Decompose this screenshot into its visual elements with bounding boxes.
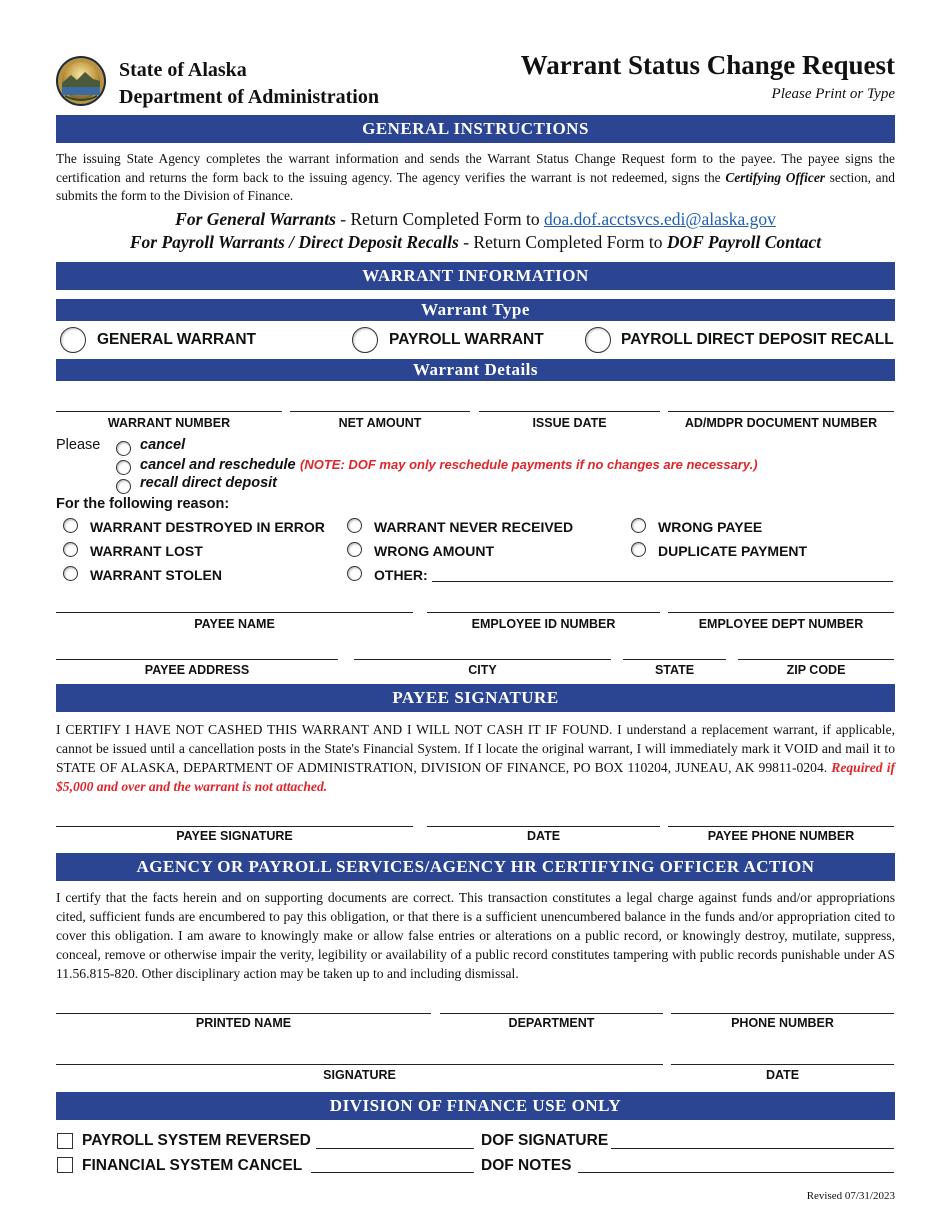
employee-id-label: EMPLOYEE ID NUMBER <box>471 617 616 631</box>
financial-system-cancel-field[interactable] <box>311 1172 474 1173</box>
return-email-link[interactable]: doa.dof.acctsvcs.edi@alaska.gov <box>543 209 776 229</box>
financial-system-cancel-label: FINANCIAL SYSTEM CANCEL <box>82 1157 303 1174</box>
payee-signature-field[interactable] <box>56 826 413 827</box>
general-warrant-return: For General Warrants - Return Completed Form to doa.dof.acctsvcs.edi@alaska.gov <box>175 209 776 229</box>
dof-signature-label: DOF SIGNATURE <box>481 1132 609 1149</box>
dof-notes-label: DOF NOTES <box>481 1157 572 1174</box>
cancel-reschedule-label: cancel and reschedule (NOTE: DOF may only reschedule payments if no changes are necessary.) <box>140 457 758 473</box>
phone-number-label: PHONE NUMBER <box>731 1016 834 1030</box>
reason-other-radio[interactable] <box>347 566 362 581</box>
payee-name-field[interactable] <box>56 612 413 613</box>
payee-name-label: PAYEE NAME <box>194 617 275 631</box>
payee-phone-field[interactable] <box>668 826 894 827</box>
state-field[interactable] <box>623 659 726 660</box>
payee-address-field[interactable] <box>56 659 338 660</box>
dof-signature-field[interactable] <box>611 1148 894 1149</box>
officer-signature-label: SIGNATURE <box>323 1068 396 1082</box>
reason-wrong-payee-radio[interactable] <box>631 518 646 533</box>
zip-code-field[interactable] <box>738 659 894 660</box>
payroll-warrant-return: For Payroll Warrants / Direct Deposit Recalls - Return Completed Form to DOF Payroll Contact <box>129 232 822 252</box>
cancel-reschedule-radio[interactable] <box>116 460 131 475</box>
payroll-direct-deposit-recall-radio[interactable] <box>585 327 611 353</box>
reason-never-received-label: WARRANT NEVER RECEIVED <box>374 519 574 535</box>
payroll-direct-deposit-recall-label: PAYROLL DIRECT DEPOSIT RECALL <box>621 331 894 348</box>
required-note: Required if $5,000 and over and the warrant is not attached. <box>56 760 896 794</box>
form-subtitle: Please Print or Type <box>771 86 895 102</box>
payee-phone-label: PAYEE PHONE NUMBER <box>707 829 855 843</box>
payee-certification-text: I CERTIFY I HAVE NOT CASHED THIS WARRANT AND I WILL NOT CASH IT IF FOUND. I understand a replacement warrant, if applicable, cannot be issued until a cancellation posts in the State's Financial System. If I locate the original warrant, I will immediately mark it VOID and mail it to STATE OF ALASKA, DEPARTMENT OF ADMINISTRATION, DIVISION OF FINANCE, PO BOX 110204, JUNEAU, AK 99811-0204. Required if $5,000 and over and the warrant is not attached. <box>56 722 896 794</box>
cancel-radio[interactable] <box>116 441 131 456</box>
dof-use-heading: DIVISION OF FINANCE USE ONLY <box>56 1092 895 1120</box>
document-number-field[interactable] <box>668 411 894 412</box>
reason-duplicate-radio[interactable] <box>631 542 646 557</box>
reschedule-note: (NOTE: DOF may only reschedule payments if no changes are necessary.) <box>300 457 758 472</box>
reason-duplicate-label: DUPLICATE PAYMENT <box>658 543 808 559</box>
printed-name-label: PRINTED NAME <box>195 1016 292 1030</box>
payroll-warrant-label: PAYROLL WARRANT <box>389 331 544 348</box>
payroll-system-reversed-field[interactable] <box>316 1148 474 1149</box>
warrant-details-heading: Warrant Details <box>56 359 895 381</box>
document-number-label: AD/MDPR DOCUMENT NUMBER <box>684 416 878 430</box>
reason-destroyed-label: WARRANT DESTROYED IN ERROR <box>90 519 325 535</box>
payroll-warrant-radio[interactable] <box>352 327 378 353</box>
reason-lost-radio[interactable] <box>63 542 78 557</box>
officer-date-field[interactable] <box>671 1064 894 1065</box>
department-field[interactable] <box>440 1013 663 1014</box>
employee-id-field[interactable] <box>427 612 660 613</box>
cancel-label: cancel <box>140 437 186 453</box>
form-title: Warrant Status Change Request <box>520 50 895 80</box>
warrant-number-field[interactable] <box>56 411 282 412</box>
state-seal-icon <box>55 55 107 107</box>
general-instructions-heading: GENERAL INSTRUCTIONS <box>56 115 895 143</box>
reason-wrong-amount-label: WRONG AMOUNT <box>374 543 495 559</box>
payee-signature-label: PAYEE SIGNATURE <box>176 829 293 843</box>
recall-direct-deposit-label: recall direct deposit <box>140 475 277 491</box>
reason-other-field[interactable] <box>432 581 893 582</box>
reason-stolen-label: WARRANT STOLEN <box>90 567 222 583</box>
revised-date: Revised 07/31/2023 <box>806 1190 895 1202</box>
reason-stolen-radio[interactable] <box>63 566 78 581</box>
warrant-number-label: WARRANT NUMBER <box>107 416 231 430</box>
payee-date-field[interactable] <box>427 826 660 827</box>
reason-heading: For the following reason: <box>56 496 230 512</box>
officer-date-label: DATE <box>765 1068 800 1082</box>
phone-number-field[interactable] <box>671 1013 894 1014</box>
reason-other-label: OTHER: <box>374 567 428 583</box>
city-label: CITY <box>468 663 497 677</box>
warrant-information-heading: WARRANT INFORMATION <box>56 262 895 290</box>
department-label: DEPARTMENT <box>508 1016 595 1030</box>
general-instructions-text: The issuing State Agency completes the warrant information and sends the Warrant Status Change Request form to the payee. The payee signs the certification and returns the form back to the issuing agency. The agency verifies the warrant is not redeemed, signs the Certifying Officer section, and submits the form to the Division of Finance. <box>56 151 896 203</box>
reason-never-received-radio[interactable] <box>347 518 362 533</box>
reason-destroyed-radio[interactable] <box>63 518 78 533</box>
zip-code-label: ZIP CODE <box>786 663 846 677</box>
org-line1: State of Alaska <box>119 59 247 81</box>
net-amount-field[interactable] <box>290 411 470 412</box>
certifying-officer-heading: AGENCY OR PAYROLL SERVICES/AGENCY HR CERTIFYING OFFICER ACTION <box>56 853 895 881</box>
net-amount-label: NET AMOUNT <box>338 416 422 430</box>
general-warrant-radio[interactable] <box>60 327 86 353</box>
payee-date-label: DATE <box>526 829 561 843</box>
state-label: STATE <box>654 663 695 677</box>
dof-notes-field[interactable] <box>578 1172 894 1173</box>
payroll-system-reversed-label: PAYROLL SYSTEM REVERSED <box>82 1132 311 1149</box>
printed-name-field[interactable] <box>56 1013 431 1014</box>
reason-lost-label: WARRANT LOST <box>90 543 203 559</box>
payee-address-label: PAYEE ADDRESS <box>144 663 250 677</box>
org-name <box>119 57 379 111</box>
certifying-officer-text: I certify that the facts herein and on supporting documents are correct. This transaction constitutes a legal charge against funds and/or appropriations cited, sufficient funds are encumbered to pay this obligation, or that there is a sufficient unencumbered balance in the funds and/or appropriation cited to cover this obligation. I am aware to knowingly make or allow false entries or alterations on a public record, or knowingly destroy, mutilate, suppress, conceal, remove or otherwise impair the verity, legibility or availability of a public record constitutes tampering with public records punishable under AS 11.56.815-820. Other disciplinary action may be taken up to and including dismissal. <box>56 890 895 981</box>
issue-date-field[interactable] <box>479 411 660 412</box>
reason-wrong-amount-radio[interactable] <box>347 542 362 557</box>
officer-signature-field[interactable] <box>56 1064 663 1065</box>
payroll-system-reversed-checkbox[interactable] <box>57 1133 73 1149</box>
warrant-type-heading: Warrant Type <box>56 299 895 321</box>
employee-dept-field[interactable] <box>668 612 894 613</box>
recall-direct-deposit-radio[interactable] <box>116 479 131 494</box>
org-line2: Department of Administration <box>119 86 379 108</box>
employee-dept-label: EMPLOYEE DEPT NUMBER <box>698 617 864 631</box>
reason-wrong-payee-label: WRONG PAYEE <box>658 519 763 535</box>
payee-signature-heading: PAYEE SIGNATURE <box>56 684 895 712</box>
city-field[interactable] <box>354 659 611 660</box>
please-label: Please <box>56 437 101 453</box>
financial-system-cancel-checkbox[interactable] <box>57 1157 73 1173</box>
general-warrant-label: GENERAL WARRANT <box>97 331 257 348</box>
issue-date-label: ISSUE DATE <box>532 416 607 430</box>
